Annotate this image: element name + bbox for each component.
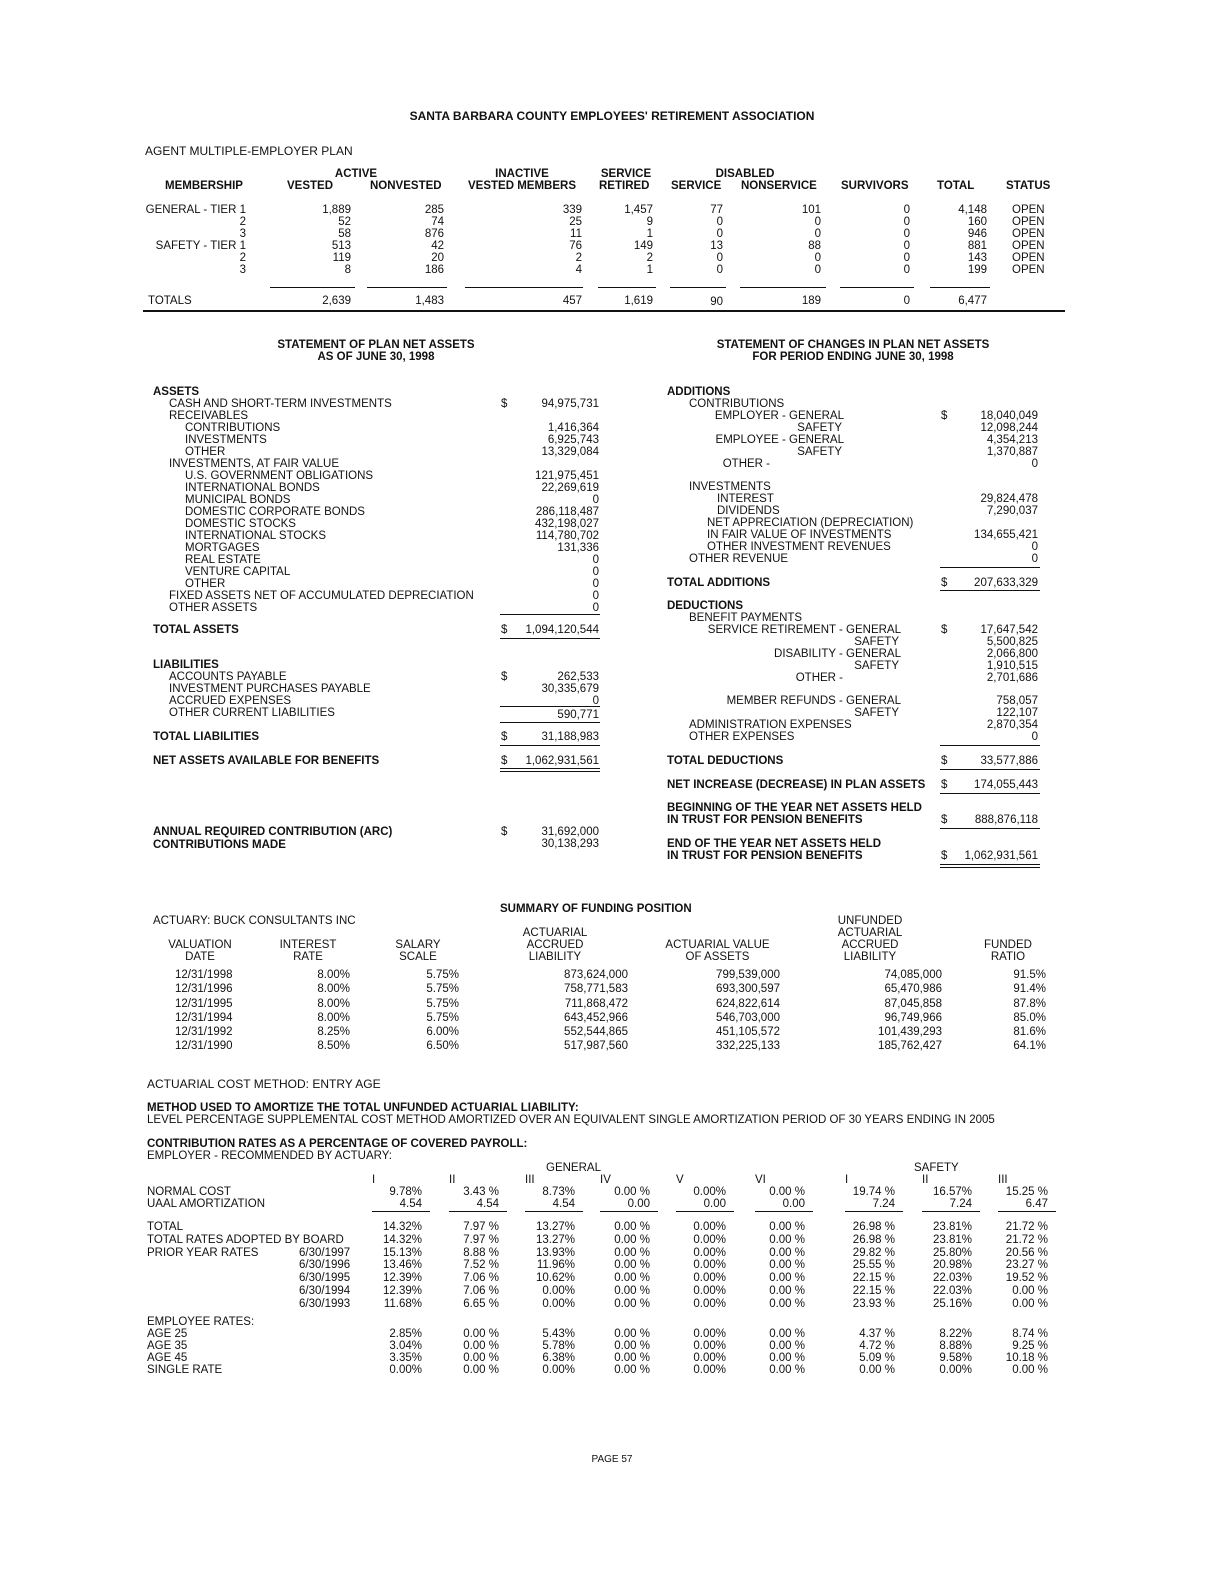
h-uaal: UNFUNDED ACTUARIAL ACCRUED LIABILITY	[837, 915, 903, 963]
amortize-text: LEVEL PERCENTAGE SUPPLEMENTAL COST METHOD AMORTIZED OVER AN EQUIVALENT SINGLE AMORTIZATION PERIOD OF 30 YEARS ENDING IN 2005	[147, 1114, 995, 1126]
benefit-labels: SERVICE RETIREMENT - GENERAL SAFETY DISABILITY - GENERAL SAFETY OTHER -	[707, 624, 901, 684]
header-status: STATUS	[1006, 180, 1051, 192]
h-aal: ACTUARIAL ACCRUED LIABILITY	[522, 927, 588, 963]
header-survivors: SURVIVORS	[841, 180, 909, 192]
benefit-values: 17,647,542 5,500,825 2,066,800 1,910,515 2,701,686	[980, 624, 1038, 684]
net-assets-values: 94,975,731 1,416,364 6,925,743 13,329,084 121,975,451 22,269,619 0 286,118,487 432,198,027 114,780,702 131,336 0 0 0 0 0	[535, 398, 599, 614]
tier-header: IV	[600, 1174, 611, 1186]
changes-title: STATEMENT OF CHANGES IN PLAN NET ASSETS	[716, 339, 990, 351]
rates-top-column: 19.74 % 7.24	[852, 1186, 895, 1210]
header-vested-members: VESTED MEMBERS	[468, 180, 576, 192]
rates-emp-column: 0.00 % 0.00 % 0.00 % 0.00 %	[769, 1328, 805, 1376]
arc-dollar: $	[501, 826, 508, 838]
document-title: SANTA BARBARA COUNTY EMPLOYEES' RETIREMENT ASSOCIATION	[409, 109, 815, 123]
rates-mid-column: 0.00 % 0.00 % 0.00 % 0.00 % 0.00 % 0.00 % 0.00 %	[614, 1221, 650, 1310]
general-group-label: GENERAL	[546, 1162, 601, 1174]
total-deductions-label: TOTAL DEDUCTIONS	[667, 755, 784, 767]
total-assets-label: TOTAL ASSETS	[153, 624, 239, 636]
amortize-title: METHOD USED TO AMORTIZE THE TOTAL UNFUNDED ACTUARIAL LIABILITY:	[147, 1102, 579, 1114]
rates-mid-column: 0.00 % 0.00 % 0.00 % 0.00 % 0.00 % 0.00 % 0.00 %	[769, 1221, 805, 1310]
investments-label: INVESTMENTS	[689, 481, 771, 493]
rates-top-column: 15.25 % 6.47	[1005, 1186, 1048, 1210]
funding-ava: 799,539,000 693,300,597 624,822,614 546,703,000 451,105,572 332,225,133	[716, 969, 780, 1053]
net-assets-available-label: NET ASSETS AVAILABLE FOR BENEFITS	[153, 755, 380, 767]
rates-emp-column: 0.00 % 0.00 % 0.00 % 0.00 %	[614, 1328, 650, 1376]
investment-values: 29,824,478 7,290,037 134,655,421 0 0	[974, 493, 1038, 565]
rates-top-column: 3.43 % 4.54	[463, 1186, 499, 1210]
col-inactive-vested: 339 25 11 76 2 4	[562, 204, 582, 276]
actuary-name: ACTUARY: BUCK CONSULTANTS INC	[153, 915, 356, 927]
contributions-made-value: 30,138,293	[541, 838, 599, 850]
benefit-payments-label: BENEFIT PAYMENTS	[689, 612, 803, 624]
ap-dollar: $	[501, 671, 508, 683]
header-group-active: ACTIVE	[334, 168, 378, 180]
rates-top-column: 0.00% 0.00	[693, 1186, 726, 1210]
header-disabled-service: SERVICE	[671, 180, 722, 192]
h-salary: SALARY SCALE	[395, 939, 441, 963]
end-label-1: END OF THE YEAR NET ASSETS HELD	[667, 838, 882, 850]
total-liabilities-label: TOTAL LIABILITIES	[153, 731, 260, 743]
end-dollar: $	[941, 850, 948, 862]
total-assets-dollar: $	[501, 624, 508, 636]
col-disabled-service: 77 0 0 13 0 0	[710, 204, 723, 276]
net-assets-available-value: 1,062,931,561	[525, 755, 599, 767]
total-deductions-value: 33,577,886	[980, 755, 1038, 767]
rates-emp-column: 4.37 % 4.72 % 5.09 % 0.00 %	[859, 1328, 895, 1376]
refund-values: 758,057 122,107 2,870,354 0	[986, 695, 1038, 743]
tier-header: I	[845, 1174, 849, 1186]
funding-interest: 8.00% 8.00% 8.00% 8.00% 8.25% 8.50%	[317, 969, 350, 1053]
contributions-label: CONTRIBUTIONS	[689, 398, 785, 410]
tier-header: III	[998, 1174, 1008, 1186]
additions-label: ADDITIONS	[667, 386, 731, 398]
tier-header: VI	[755, 1174, 766, 1186]
rates-top-column: 0.00 % 0.00	[769, 1186, 805, 1210]
h-interest: INTEREST RATE	[279, 939, 337, 963]
rates-emp-column: 5.43% 5.78% 6.38% 0.00%	[542, 1328, 575, 1376]
rates-emp-column: 8.74 % 9.25 % 10.18 % 0.00 %	[1005, 1328, 1048, 1376]
svc-general-dollar: $	[941, 624, 948, 636]
rates-mid-column: 14.32% 14.32% 15.13% 13.46% 12.39% 12.39% 11.68%	[382, 1221, 422, 1310]
arc-label: ANNUAL REQUIRED CONTRIBUTION (ARC)	[153, 826, 393, 838]
header-group-inactive: INACTIVE	[495, 168, 549, 180]
contribution-labels: EMPLOYER - GENERAL SAFETY EMPLOYEE - GENERAL SAFETY OTHER -	[714, 410, 844, 470]
refund-labels: MEMBER REFUNDS - GENERAL SAFETY	[726, 695, 901, 719]
end-value: 1,062,931,561	[964, 850, 1038, 862]
tier-header: V	[676, 1174, 684, 1186]
beginning-label-1: BEGINNING OF THE YEAR NET ASSETS HELD	[667, 802, 922, 814]
rates-top-column: 9.78% 4.54	[389, 1186, 422, 1210]
total-additions-value: 207,633,329	[974, 577, 1038, 589]
totals-label: TOTALS	[148, 295, 192, 307]
header-group-service: SERVICE	[600, 168, 652, 180]
net-increase-dollar: $	[941, 779, 948, 791]
header-retired: RETIRED	[599, 180, 650, 192]
rates-mid-column: 23.81% 23.81% 25.80% 20.98% 22.03% 22.03% 25.16%	[932, 1221, 972, 1310]
header-membership: MEMBERSHIP	[165, 180, 243, 192]
rates-top-column: 0.00 % 0.00	[614, 1186, 650, 1210]
total-nonvested: 1,483	[415, 295, 444, 307]
funding-dates: 12/31/1998 12/31/1996 12/31/1995 12/31/1994 12/31/1992 12/31/1990	[175, 969, 233, 1053]
rates-mid-column: 26.98 % 26.98 % 29.82 % 25.55 % 22.15 % 22.15 % 23.93 %	[852, 1221, 895, 1310]
net-increase-label: NET INCREASE (DECREASE) IN PLAN ASSETS	[667, 779, 926, 791]
changes-period: FOR PERIOD ENDING JUNE 30, 1998	[752, 351, 954, 363]
liabilities-labels: LIABILITIES ACCOUNTS PAYABLE INVESTMENT PURCHASES PAYABLE ACCRUED EXPENSES OTHER CURRENT LIABILITIES	[153, 659, 371, 719]
h-funded: FUNDED RATIO	[984, 939, 1032, 963]
total-survivors: 0	[903, 295, 910, 307]
tier-header: II	[449, 1174, 456, 1186]
contribution-values: 18,040,049 12,098,244 4,354,213 1,370,887 0	[980, 410, 1038, 470]
rates-subtitle: EMPLOYER - RECOMMENDED BY ACTUARY:	[147, 1150, 392, 1162]
beginning-value: 888,876,118	[974, 814, 1038, 826]
plan-type: AGENT MULTIPLE-EMPLOYER PLAN	[145, 144, 353, 158]
total-service-retired: 1,619	[624, 295, 653, 307]
deductions-label: DEDUCTIONS	[667, 600, 744, 612]
rates-mid-column: 7.97 % 7.97 % 8.88 % 7.52 % 7.06 % 7.06 % 6.65 %	[463, 1221, 499, 1310]
col-status: OPEN OPEN OPEN OPEN OPEN OPEN	[1012, 204, 1045, 276]
liabilities-values: 262,533 30,335,679 0 590,771	[541, 671, 599, 721]
rates-mid-labels: TOTAL TOTAL RATES ADOPTED BY BOARD PRIOR YEAR RATES	[147, 1221, 344, 1259]
total-vested: 2,639	[322, 295, 351, 307]
total-disabled-service: 90	[710, 296, 723, 308]
h-ava: ACTUARIAL VALUE OF ASSETS	[665, 939, 770, 963]
net-assets-available-dollar: $	[501, 755, 508, 767]
net-assets-date: AS OF JUNE 30, 1998	[317, 351, 435, 363]
rates-mid-column: 21.72 % 21.72 % 20.56 % 23.27 % 19.52 % 0.00 % 0.00 %	[1005, 1221, 1048, 1310]
funding-uaal: 74,085,000 65,470,986 87,045,858 96,749,966 101,439,293 185,762,427	[878, 969, 942, 1053]
investment-labels: INTEREST DIVIDENDS NET APPRECIATION (DEPRECIATION) IN FAIR VALUE OF INVESTMENTS OTHER INVESTMENT REVENUES	[707, 493, 914, 553]
col-survivors: 0 0 0 0 0 0	[903, 204, 910, 276]
net-assets-title: STATEMENT OF PLAN NET ASSETS	[277, 339, 475, 351]
cash-dollar: $	[501, 398, 508, 410]
other-expenses-label: OTHER EXPENSES	[689, 731, 795, 743]
funding-salary: 5.75% 5.75% 5.75% 5.75% 6.00% 6.50%	[426, 969, 459, 1053]
total-additions-dollar: $	[941, 577, 948, 589]
total-deductions-dollar: $	[941, 755, 948, 767]
end-label-2: IN TRUST FOR PENSION BENEFITS	[667, 850, 863, 862]
beginning-dollar: $	[941, 814, 948, 826]
rates-emp-column: 0.00% 0.00% 0.00% 0.00%	[693, 1328, 726, 1376]
col-total: 4,148 160 946 881 143 199	[958, 204, 987, 276]
col-nonvested: 285 74 876 42 20 186	[424, 204, 444, 276]
h-valuation: VALUATION DATE	[168, 939, 232, 963]
rates-top-labels: NORMAL COST UAAL AMORTIZATION	[147, 1186, 265, 1210]
rates-emp-column: 8.22% 8.88% 9.58% 0.00%	[939, 1328, 972, 1376]
net-assets-labels: ASSETS CASH AND SHORT-TERM INVESTMENTS RECEIVABLES CONTRIBUTIONS INVESTMENTS OTHER INVESTMENTS, AT FAIR VALUE U.S. GOVERNMENT OBLIGATIONS INTERNATIONAL BONDS MUNICIPAL BONDS DOMESTIC CORPORATE BONDS DOMESTIC STOCKS INTERNATIONAL STOCKS MORTGAGES REAL ESTATE VENTURE CAPITAL OTHER FIXED ASSETS NET OF ACCUMULATED DEPRECIATION OTHER ASSETS	[153, 386, 474, 614]
rates-emp-column: 0.00 % 0.00 % 0.00 % 0.00 %	[463, 1328, 499, 1376]
total-additions-label: TOTAL ADDITIONS	[667, 577, 771, 589]
prior-year-dates: 6/30/1997 6/30/1996 6/30/1995 6/30/1994 6/30/1993	[299, 1246, 351, 1310]
header-disabled-nonservice: NONSERVICE	[741, 180, 817, 192]
rates-title: CONTRIBUTION RATES AS A PERCENTAGE OF COVERED PAYROLL:	[147, 1138, 528, 1150]
emp-general-dollar: $	[941, 410, 948, 422]
rates-top-column: 8.73% 4.54	[542, 1186, 575, 1210]
tier-header: I	[372, 1174, 376, 1186]
arc-value: 31,692,000	[541, 826, 599, 838]
col-disabled-nonservice: 101 0 0 88 0 0	[801, 204, 821, 276]
funding-title: SUMMARY OF FUNDING POSITION	[500, 903, 692, 915]
rates-mid-column: 0.00% 0.00% 0.00% 0.00% 0.00% 0.00% 0.00%	[693, 1221, 726, 1310]
total-inactive-vested: 457	[562, 295, 582, 307]
safety-group-label: SAFETY	[914, 1162, 959, 1174]
total-assets-value: 1,094,120,544	[525, 624, 599, 636]
funding-aal: 873,624,000 758,771,583 711,868,472 643,452,966 552,544,865 517,987,560	[564, 969, 628, 1053]
header-vested: VESTED	[287, 180, 334, 192]
rates-emp-column: 2.85% 3.04% 3.35% 0.00%	[389, 1328, 422, 1376]
rates-mid-column: 13.27% 13.27% 13.93% 11.96% 10.62% 0.00% 0.00%	[535, 1221, 575, 1310]
header-group-disabled: DISABLED	[715, 168, 775, 180]
net-increase-value: 174,055,443	[974, 779, 1038, 791]
header-total: TOTAL	[937, 180, 975, 192]
page-number: PAGE 57	[591, 1454, 633, 1465]
col-service-retired: 1,457 9 1 149 2 1	[624, 204, 653, 276]
total-liabilities-value: 31,188,983	[541, 731, 599, 743]
tier-header: III	[525, 1174, 535, 1186]
total-liabilities-dollar: $	[501, 731, 508, 743]
rates-emp-labels: AGE 25 AGE 35 AGE 45 SINGLE RATE	[147, 1328, 223, 1376]
header-nonvested: NONVESTED	[370, 180, 442, 192]
tier-header: II	[922, 1174, 929, 1186]
rates-top-column: 16.57% 7.24	[932, 1186, 972, 1210]
other-revenue-label: OTHER REVENUE	[689, 553, 789, 565]
col-vested: 1,889 52 58 513 119 8	[322, 204, 351, 276]
total-total: 6,477	[958, 295, 987, 307]
employee-rates-label: EMPLOYEE RATES:	[147, 1316, 255, 1328]
total-disabled-nonservice: 189	[801, 295, 821, 307]
admin-expenses-label: ADMINISTRATION EXPENSES	[689, 719, 852, 731]
contributions-made-label: CONTRIBUTIONS MADE	[153, 839, 286, 851]
row-labels: GENERAL - TIER 1 2 3 SAFETY - TIER 1 2 3	[145, 204, 246, 276]
beginning-label-2: IN TRUST FOR PENSION BENEFITS	[667, 814, 863, 826]
cost-method: ACTUARIAL COST METHOD: ENTRY AGE	[147, 1077, 381, 1091]
funding-ratio: 91.5% 91.4% 87.8% 85.0% 81.6% 64.1%	[1013, 969, 1046, 1053]
